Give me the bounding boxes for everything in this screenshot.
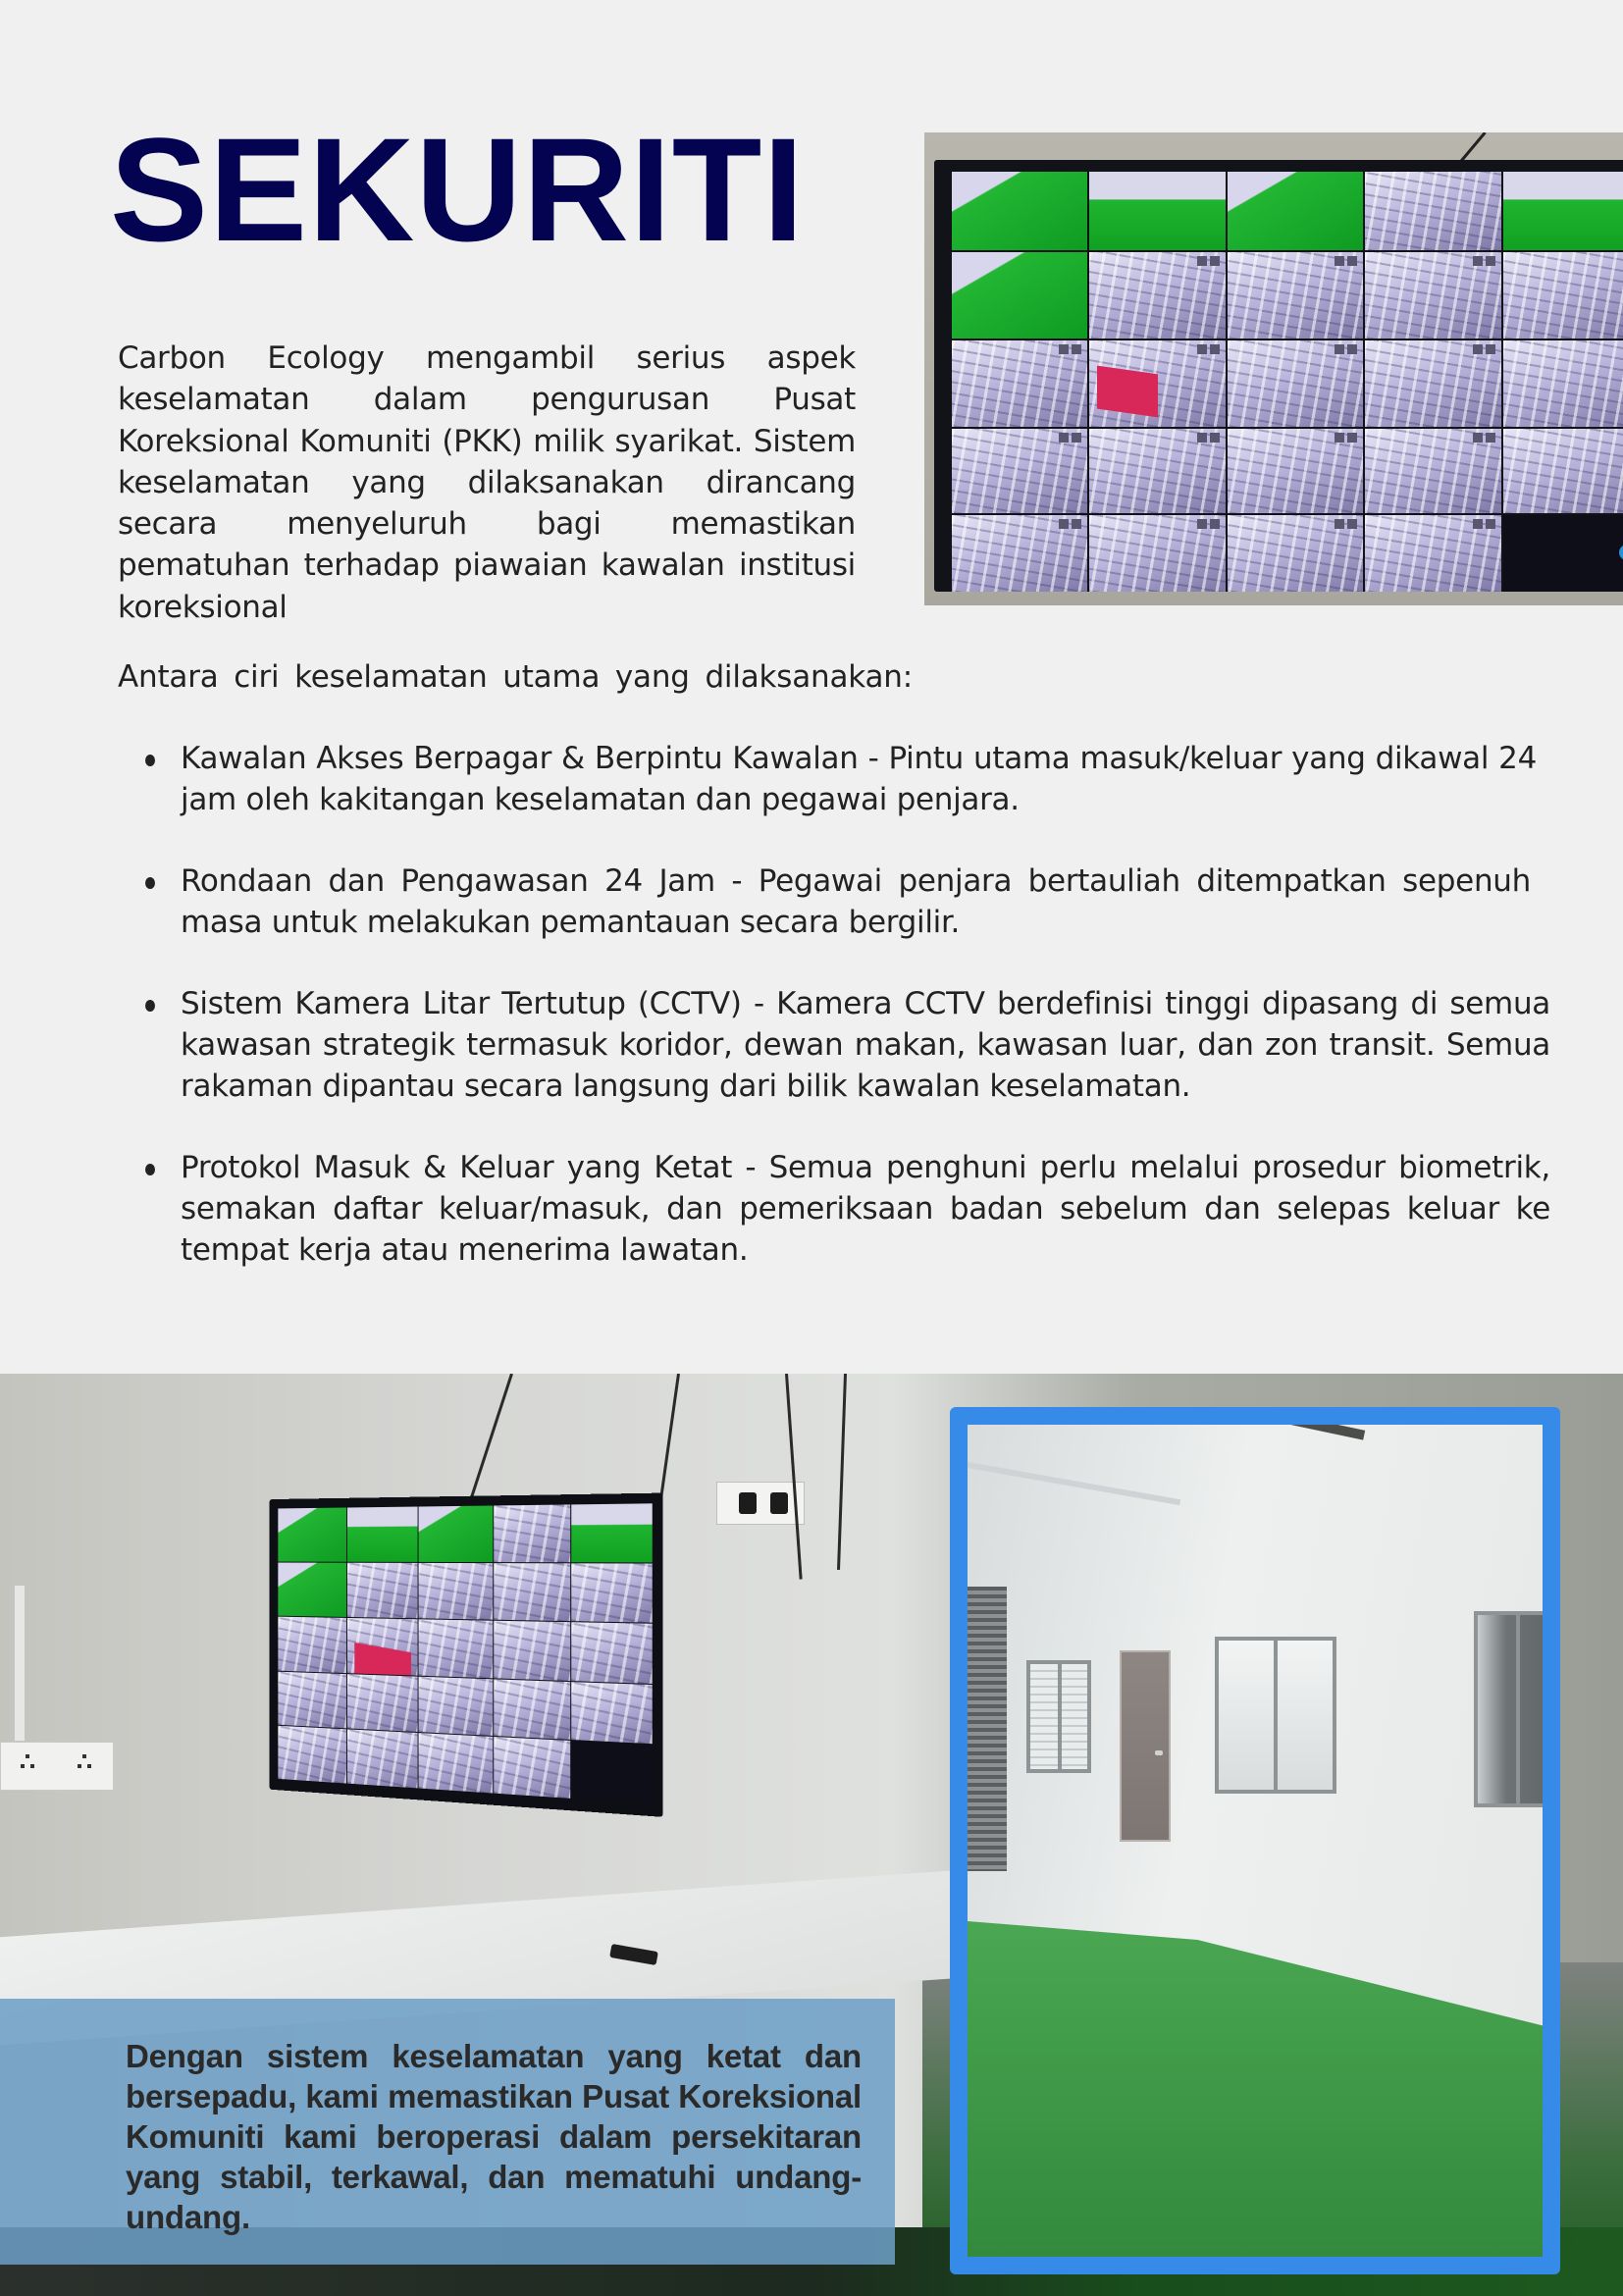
camera-status-icon: [1210, 344, 1220, 354]
cable: [468, 1374, 513, 1505]
feature-item: [118, 1147, 1550, 1271]
camera-status-icon: [1486, 344, 1495, 354]
camera-feed: [1228, 515, 1363, 592]
camera-feed: [1503, 429, 1623, 513]
feature-item: [118, 983, 1550, 1107]
caption-box: [0, 1999, 895, 2265]
camera-feed: [1228, 172, 1363, 250]
plug: [739, 1492, 757, 1514]
intro-paragraph: Carbon Ecology mengambil serius aspek keselamatan dalam pengurusan Pusat Koreksional Komuniti (PKK) milik syarikat. Sistem keselamatan yang dilaksanakan dirancang secara menyeluruh bagi memastikan pematuhan terhadap piawaian kawalan institusi koreksional: [118, 340, 856, 625]
bullet-icon: [145, 755, 155, 766]
camera-feed: [419, 1505, 493, 1562]
camera-status-icon: [1486, 519, 1495, 529]
camera-feed: [1503, 252, 1623, 339]
camera-feed: [572, 1623, 653, 1684]
wall-monitor: [270, 1493, 663, 1817]
camera-feed: [572, 1564, 653, 1624]
window: [1026, 1660, 1091, 1773]
camera-feed: [347, 1618, 418, 1675]
cctv-monitor-photo: [924, 132, 1623, 605]
camera-feed: [1089, 515, 1225, 592]
feature-text: Protokol Masuk & Keluar yang Ketat - Semua penghuni perlu melalui prosedur biometrik, semakan daftar keluar/masuk, dan pemeriksaan badan sebelum dan selepas keluar ke tempat kerja atau menerima lawatan.: [181, 1150, 1550, 1268]
camera-feed: [1089, 340, 1225, 427]
camera-feed: [1365, 340, 1500, 427]
tp-link-logo-icon: [1619, 545, 1623, 560]
cable: [659, 1374, 680, 1500]
camera-feed: [1503, 172, 1623, 250]
feature-text: Kawalan Akses Berpagar & Berpintu Kawalan - Pintu utama masuk/keluar yang dikawal 24 jam oleh kakitangan keselamatan dan pegawai penjara.: [181, 741, 1537, 817]
camera-feed: [1228, 252, 1363, 339]
bullet-icon: [145, 1164, 155, 1175]
conduit-pipe: [14, 1585, 26, 1742]
camera-feed: [278, 1507, 345, 1561]
camera-feed: [278, 1726, 345, 1784]
camera-feed: [1228, 429, 1363, 513]
camera-feed: [494, 1621, 571, 1681]
camera-status-icon: [1347, 344, 1357, 354]
camera-feed: [952, 172, 1087, 250]
camera-feed: [347, 1729, 418, 1788]
camera-feed: [494, 1737, 571, 1799]
camera-feed: [347, 1507, 418, 1563]
camera-status-icon: [1347, 433, 1357, 443]
camera-feed: [278, 1617, 345, 1673]
camera-feed: [419, 1620, 493, 1678]
camera-status-icon: [1210, 433, 1220, 443]
camera-feed: [1365, 252, 1500, 339]
wall-socket: [0, 1742, 114, 1791]
camera-feed: [952, 429, 1087, 513]
door: [1120, 1650, 1171, 1842]
camera-feed: [347, 1563, 418, 1619]
camera-feed: [347, 1674, 418, 1732]
nvr-logo-panel: [572, 1741, 653, 1804]
plug: [770, 1492, 788, 1514]
features-lead: [118, 657, 913, 697]
camera-feed: [494, 1679, 571, 1740]
camera-status-icon: [1486, 256, 1495, 266]
camera-feed: [1089, 172, 1225, 250]
security-features-list: [118, 738, 1550, 1311]
camera-status-icon: [1072, 519, 1081, 529]
camera-feed: [952, 515, 1087, 592]
feature-item: [118, 738, 1537, 820]
camera-status-icon: [1347, 256, 1357, 266]
feature-item: [118, 861, 1531, 943]
camera-feed: [1503, 340, 1623, 427]
camera-feed: [419, 1676, 493, 1735]
feature-text: Rondaan dan Pengawasan 24 Jam - Pegawai penjara bertauliah ditempatkan sepenuh masa untuk melakukan pemantauan secara bergilir.: [181, 863, 1531, 940]
bullet-icon: [145, 1000, 155, 1012]
cable: [1459, 132, 1487, 164]
features-lead-text: Antara ciri keselamatan utama yang dilaksanakan:: [118, 659, 913, 695]
camera-feed: [419, 1733, 493, 1794]
camera-feed: [419, 1563, 493, 1620]
room-interior-photo-frame: [950, 1407, 1560, 2274]
camera-feed: [952, 252, 1087, 339]
camera-status-icon: [1347, 519, 1357, 529]
cable: [785, 1374, 803, 1580]
camera-feed: [572, 1682, 653, 1744]
camera-status-icon: [1072, 433, 1081, 443]
roller-shutter: [968, 1587, 1007, 1871]
monitor-screen: [934, 160, 1623, 592]
camera-feed: [1365, 515, 1500, 592]
camera-status-icon: [1072, 344, 1081, 354]
camera-feed: [1089, 252, 1225, 339]
camera-feed: [278, 1563, 345, 1618]
camera-status-icon: [1486, 433, 1495, 443]
camera-feed-grid: [952, 172, 1623, 584]
camera-status-icon: [1210, 519, 1220, 529]
camera-feed: [494, 1504, 571, 1562]
window: [1215, 1637, 1336, 1794]
wall-socket-plugged: [716, 1482, 805, 1525]
camera-feed: [952, 340, 1087, 427]
camera-feed-grid: [278, 1503, 652, 1803]
camera-feed: [1365, 172, 1500, 250]
window: [1474, 1611, 1560, 1807]
camera-feed: [1089, 429, 1225, 513]
camera-feed: [1228, 340, 1363, 427]
bullet-icon: [145, 877, 155, 889]
camera-feed: [572, 1503, 653, 1562]
page-title: SEKURITI: [110, 107, 806, 272]
camera-feed: [1365, 429, 1500, 513]
camera-feed: [494, 1563, 571, 1621]
feature-text: Sistem Kamera Litar Tertutup (CCTV) - Kamera CCTV berdefinisi tinggi dipasang di semua kawasan strategik termasuk koridor, dewan makan, kawasan luar, dan zon transit. Semua rakaman dipantau secara langsung dari bilik kawalan keselamatan.: [181, 986, 1550, 1104]
caption-text: Dengan sistem keselamatan yang ketat dan bersepadu, kami memastikan Pusat Koreksional Komuniti kami beroperasi dalam persekitaran yang stabil, terkawal, dan mematuhi undang-undang.: [126, 2038, 862, 2235]
cable: [837, 1374, 847, 1570]
camera-feed: [278, 1671, 345, 1728]
camera-status-icon: [1210, 256, 1220, 266]
nvr-logo-panel: [1503, 515, 1623, 592]
